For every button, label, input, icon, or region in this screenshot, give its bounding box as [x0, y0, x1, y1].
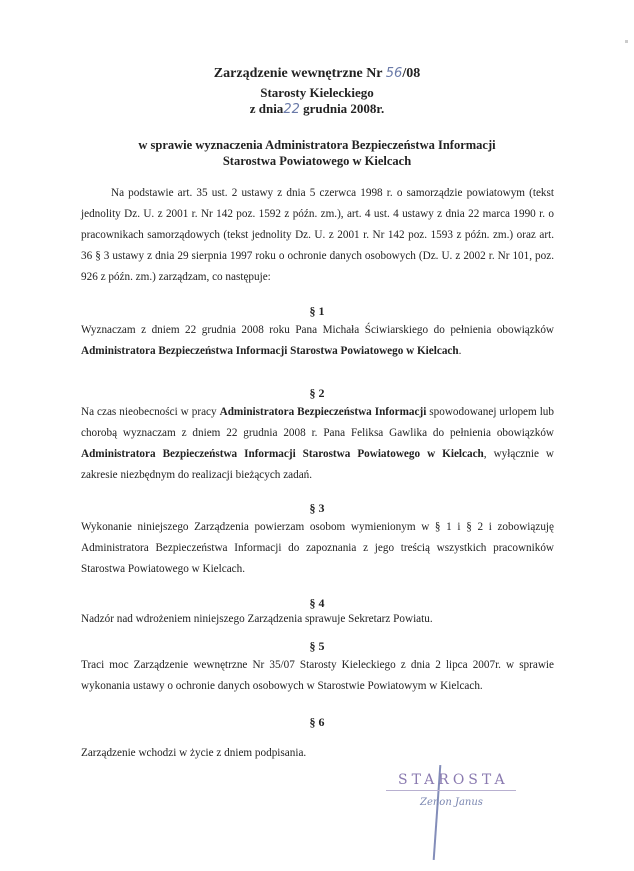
section-mark-6: § 6 [309, 715, 325, 729]
section-4-text: Nadzór nad wdrożeniem niniejszego Zarządzenia sprawuje Sekretarz Powiatu. [81, 613, 433, 625]
section-body-1 [81, 320, 554, 362]
stamp-line [386, 790, 516, 791]
section-mark-4: § 4 [309, 596, 325, 610]
handwritten-number: 56 [385, 66, 403, 81]
date-prefix: z dnia [249, 101, 284, 116]
section-mark-3: § 3 [309, 501, 325, 515]
section-body-3 [81, 517, 554, 580]
starosta-stamp: STAROSTA [398, 772, 509, 788]
document-title [0, 66, 634, 82]
section-1-text: Wyznaczam z dniem 22 grudnia 2008 roku Pana Michała Ściwiarskiego do pełnienia obowiązków [81, 324, 554, 336]
section-2-text-c: , wyłącznie w zakresie niezbędnym do realizacji bieżących zadań. [81, 448, 554, 481]
section-6-text: Zarządzenie wchodzi w życie z dniem podpisania. [81, 747, 307, 759]
section-1-bold: Administratora Bezpieczeństwa Informacji Starostwa Powiatowego w Kielcach [81, 345, 459, 357]
section-5-text: Traci moc Zarządzenie wewnętrzne Nr 35/07 Starosty Kieleckiego z dnia 2 lipca 2007r. w sprawie wykonania ustawy o ochronie danych osobowych w Starostwie Powiatowym w Kielcach. [81, 659, 554, 692]
document-date [0, 101, 634, 118]
section-body-5 [81, 655, 554, 697]
section-2-bold-b: Administratora Bezpieczeństwa Informacji Starostwa Powiatowego w Kielcach [81, 448, 484, 460]
section-body-4 [81, 609, 554, 630]
section-3-text: Wykonanie niniejszego Zarządzenia powierzam osobom wymienionym w § 1 i § 2 i zobowiązuję Administratora Bezpieczeństwa Informacji do zapoznania z jego treścią wszystkich pracowników Starostwa Powiatowego w Kielcach. [81, 521, 554, 575]
signatory-name: Zenon Janus [420, 797, 483, 808]
subject-line-1: w sprawie wyznaczenia Administratora Bezpieczeństwa Informacji [138, 138, 496, 152]
title-suffix: /08 [402, 66, 421, 81]
section-2-bold-a: Administratora Bezpieczeństwa Informacji [219, 406, 427, 418]
handwritten-day: 22 [283, 102, 300, 117]
preamble-text: Na podstawie art. 35 ust. 2 ustawy z dnia 5 czerwca 1998 r. o samorządzie powiatowym (tekst jednolity Dz. U. z 2001 r. Nr 142 poz. 1592 z późn. zm.), art. 4 ust. 4 ustawy z dnia 22 marca 1990 r. o pracownikach samorządowych (tekst jednolity Dz. U. z 2001 r. Nr 142 poz. 1593 z późn. zm.) oraz art. 36 § 3 ustawy z dnia 29 sierpnia 1997 roku o ochronie danych osobowych (Dz. U. z 2002 r. Nr 101, poz. 926 z późn. zm.) zarządzam, co następuje: [81, 187, 554, 283]
issuer: Starosty Kieleckiego [260, 85, 374, 100]
section-2-text-b: spowodowanej urlopem lub chorobą wyznaczam z dniem 22 grudnia 2008 r. Pana Feliksa Gawlika do pełnienia obowiązków [81, 406, 554, 439]
section-mark-5: § 5 [309, 639, 325, 653]
section-mark-1: § 1 [309, 304, 325, 318]
section-mark-2: § 2 [309, 386, 325, 400]
preamble [81, 183, 554, 288]
section-2-text-a: Na czas nieobecności w pracy [81, 406, 220, 418]
section-body-2 [81, 402, 554, 486]
section-1-end: . [458, 345, 462, 357]
title-prefix: Zarządzenie wewnętrzne Nr [213, 66, 383, 81]
subject-line-2: Starostwa Powiatowego w Kielcach [222, 154, 412, 168]
scan-artifact [625, 40, 628, 43]
section-body-6 [81, 743, 554, 764]
date-suffix: grudnia 2008r. [303, 101, 385, 116]
